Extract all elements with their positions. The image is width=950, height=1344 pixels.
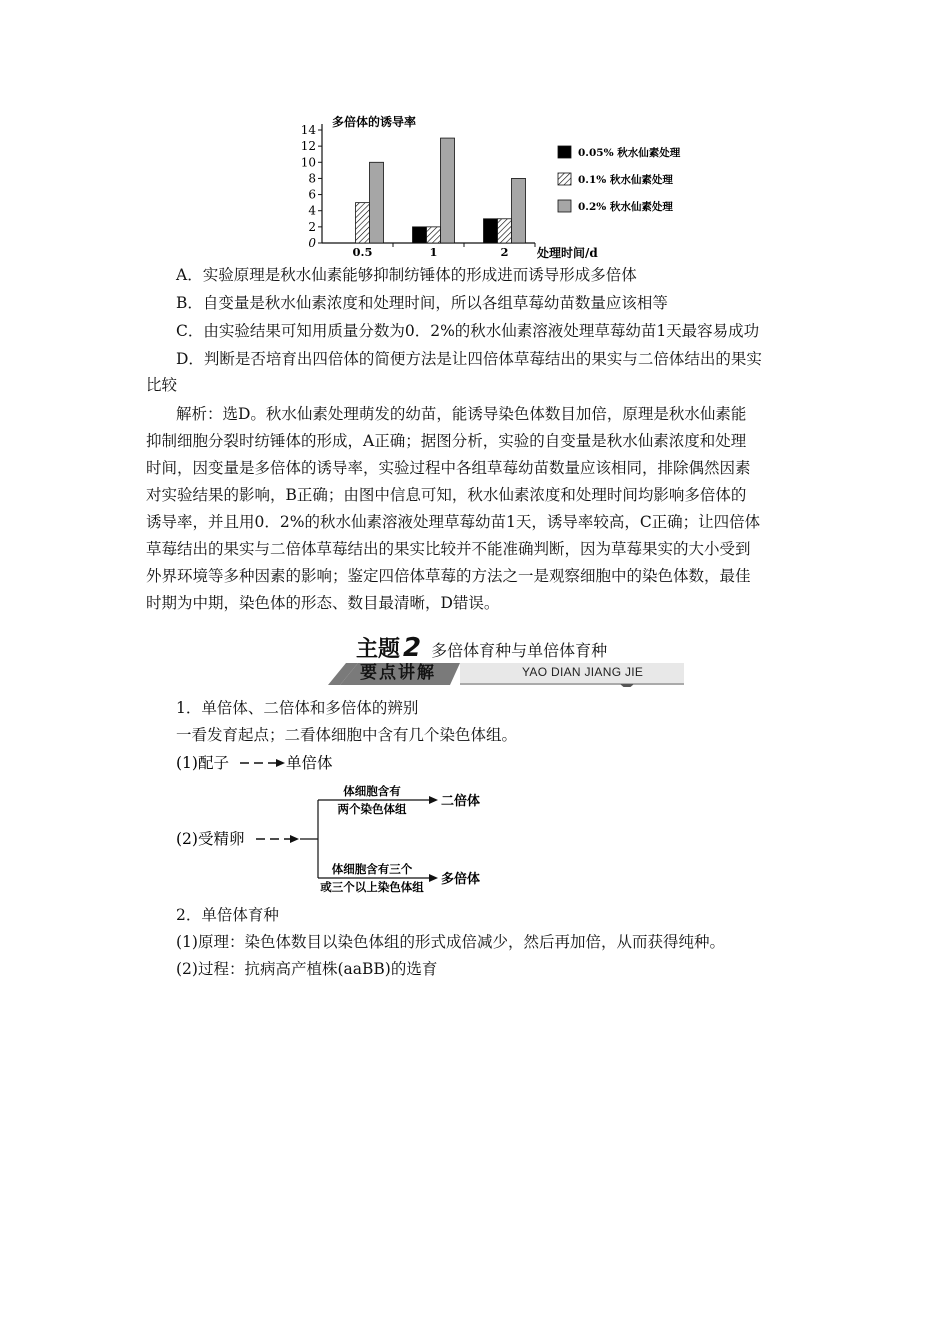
bar (484, 219, 498, 243)
arrow-right-icon (276, 759, 285, 767)
legend-swatch (558, 173, 571, 185)
analysis-line: 对实验结果的影响，B正确；由图中信息可知，秋水仙素浓度和处理时间均影响多倍体的 (146, 486, 747, 504)
x-tick-label: 1 (429, 245, 438, 259)
analysis-line: 外界环境等多种因素的影响；鉴定四倍体草莓的方法之一是观察细胞中的染色体数，最佳 (146, 567, 751, 585)
topic-number: 2 (403, 633, 422, 663)
legend-label: 0.2% 秋水仙素处理 (578, 201, 673, 213)
y-tick-label: 4 (308, 203, 316, 218)
analysis-line: 时期为中期，染色体的形态、数目最清晰，D错误。 (146, 594, 500, 612)
analysis-line: 抑制细胞分裂时纺锤体的形成，A正确；据图分析，实验的自变量是秋水仙素浓度和处理 (146, 432, 747, 450)
bar (356, 203, 370, 243)
bar (512, 178, 526, 243)
analysis-line: 诱导率，并且用0．2%的秋水仙素溶液处理草莓幼苗1天，诱导率较高，C正确；让四倍体 (146, 513, 761, 531)
arrow-right-icon (429, 874, 438, 882)
legend-swatch (558, 200, 571, 212)
option-d-continued: 比较 (146, 376, 178, 394)
flow-source-gamete: (1)配子 (176, 754, 229, 772)
key-points-label: 要点讲解 (360, 663, 436, 683)
bar (370, 162, 384, 243)
legend-label: 0.1% 秋水仙素处理 (578, 174, 673, 186)
option-b: B．自变量是秋水仙素浓度和处理时间，所以各组草莓幼苗数量应该相等 (176, 294, 668, 312)
analysis-line: 草莓结出的果实与二倍体草莓结出的果实比较并不能准确判断，因为草莓果实的大小受到 (146, 540, 751, 558)
zygote-flow (176, 782, 516, 898)
topic-subtitle: 多倍体育种与单倍体育种 (431, 641, 608, 660)
x-tick-label: 0.5 (352, 245, 373, 259)
arrow-right-icon (429, 796, 438, 804)
section-heading: 1．单倍体、二倍体和多倍体的辨别 (176, 699, 419, 717)
y-tick-label: 12 (300, 139, 316, 154)
bar (427, 227, 441, 243)
y-tick-label: 2 (308, 219, 316, 234)
principle-text: (1)原理：染色体数目以染色体组的形式成倍减少，然后再加倍，从而获得纯种。 (176, 933, 725, 951)
flow-result-haploid: 单倍体 (286, 754, 333, 772)
arrow-right-icon (290, 835, 299, 843)
bar (413, 227, 427, 243)
y-tick-label: 8 (308, 171, 316, 186)
upper-condition: 两个染色体组 (337, 802, 407, 816)
section-heading: 2．单倍体育种 (176, 906, 279, 924)
legend-label: 0.05% 秋水仙素处理 (578, 147, 681, 159)
y-tick-label: 0 (308, 236, 316, 250)
option-a: A．实验原理是秋水仙素能够抑制纺锤体的形成进而诱导形成多倍体 (176, 266, 637, 284)
upper-condition: 体细胞含有 (343, 784, 401, 798)
bar (441, 138, 455, 243)
legend-swatch (558, 146, 571, 158)
topic-word: 主题 (356, 637, 401, 662)
lower-condition: 或三个以上染色体组 (320, 880, 424, 894)
bar (498, 219, 512, 243)
lower-condition: 体细胞含有三个 (331, 862, 413, 876)
x-axis-label: 处理时间/d (537, 246, 598, 260)
topic-heading (356, 632, 607, 664)
bar-chart (280, 112, 700, 262)
chevron-down-icon (620, 684, 634, 687)
key-points-pinyin: YAO DIAN JIANG JIE (522, 665, 644, 679)
option-d: D．判断是否培育出四倍体的简便方法是让四倍体草莓结出的果实与二倍体结出的果实 (176, 350, 762, 368)
option-c: C．由实验结果可知用质量分数为0．2%的秋水仙素溶液处理草莓幼苗1天最容易成功 (176, 322, 760, 340)
y-axis-label: 多倍体的诱导率 (332, 115, 417, 129)
flow-source-zygote: (2)受精卵 (176, 830, 245, 848)
y-tick-label: 10 (300, 155, 316, 170)
x-tick-label: 2 (500, 245, 509, 259)
analysis-line: 解析：选D。秋水仙素处理萌发的幼苗，能诱导染色体数目加倍，原理是秋水仙素能 (176, 405, 747, 423)
process-text: (2)过程：抗病高产植株(aaBB)的选育 (176, 960, 438, 978)
y-tick-label: 14 (300, 123, 316, 137)
analysis-line: 时间，因变量是多倍体的诱导率，实验过程中各组草莓幼苗数量应该相同，排除偶然因素 (146, 459, 751, 477)
result-polyploid: 多倍体 (441, 872, 481, 887)
section-intro: 一看发育起点；二看体细胞中含有几个染色体组。 (176, 726, 518, 744)
gamete-flow (176, 752, 476, 776)
y-tick-label: 6 (308, 187, 316, 202)
result-diploid: 二倍体 (441, 794, 481, 809)
